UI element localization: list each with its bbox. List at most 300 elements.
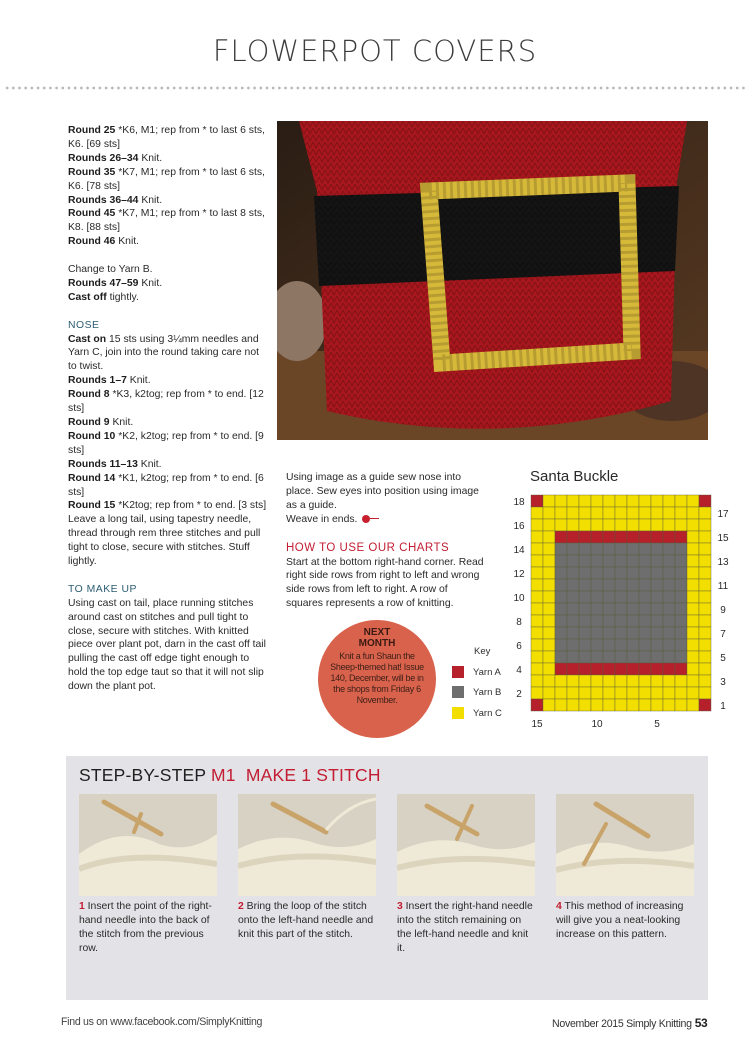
weave-text: Weave in ends. bbox=[286, 513, 486, 527]
chart-cell bbox=[663, 591, 675, 603]
chart-cell bbox=[699, 555, 711, 567]
chart-cell bbox=[663, 507, 675, 519]
chart-cell bbox=[543, 603, 555, 615]
chart-cell bbox=[603, 675, 615, 687]
chart-cell bbox=[567, 543, 579, 555]
step-4: 4 This method of increasing will give you a neat-looking increase on this pattern. bbox=[556, 794, 694, 942]
next-month-label: NEXT MONTH bbox=[358, 627, 396, 649]
chart-cell bbox=[591, 555, 603, 567]
chart-cell bbox=[651, 495, 663, 507]
chart-cell bbox=[651, 699, 663, 711]
chart-cell bbox=[567, 555, 579, 567]
chart-cell bbox=[615, 639, 627, 651]
chart-cell bbox=[579, 663, 591, 675]
chart-cell bbox=[699, 663, 711, 675]
chart-cell bbox=[579, 519, 591, 531]
chart-cell bbox=[543, 495, 555, 507]
chart-cell bbox=[615, 663, 627, 675]
chart-cell bbox=[627, 687, 639, 699]
chart-cell bbox=[651, 579, 663, 591]
rounds-36-44: Rounds 36–44 Knit. bbox=[68, 194, 163, 206]
chart-cell bbox=[603, 555, 615, 567]
chart-cell bbox=[567, 507, 579, 519]
chart-cell bbox=[591, 507, 603, 519]
chart-cell bbox=[543, 627, 555, 639]
chart-cell bbox=[663, 651, 675, 663]
chart-cell bbox=[567, 651, 579, 663]
chart-cell bbox=[615, 603, 627, 615]
chart-cell bbox=[603, 567, 615, 579]
chart-cell bbox=[567, 603, 579, 615]
chart-cell bbox=[675, 495, 687, 507]
chart-cell bbox=[543, 663, 555, 675]
rounds-47-59: Rounds 47–59 Knit. bbox=[68, 277, 163, 289]
cast-off: Cast off tightly. bbox=[68, 291, 139, 303]
chart-cell bbox=[579, 639, 591, 651]
chart-cell bbox=[567, 519, 579, 531]
chart-column-label: 15 bbox=[531, 719, 543, 728]
chart-cell bbox=[639, 495, 651, 507]
chart-cell bbox=[603, 591, 615, 603]
chart-cell bbox=[567, 699, 579, 711]
chart-row-label-left: 12 bbox=[513, 569, 525, 580]
chart-cell bbox=[639, 555, 651, 567]
chart-cell bbox=[615, 495, 627, 507]
chart-cell bbox=[687, 519, 699, 531]
chart-row-label-left: 6 bbox=[516, 641, 522, 652]
chart-cell bbox=[543, 675, 555, 687]
chart-cell bbox=[615, 567, 627, 579]
chart-cell bbox=[531, 603, 543, 615]
chart-cell bbox=[615, 615, 627, 627]
chart-cell bbox=[639, 615, 651, 627]
chart-column-label: 5 bbox=[654, 719, 660, 728]
chart-cell bbox=[615, 531, 627, 543]
nose-round-14: Round 14 *K1, k2tog; rep from * to end. [6 sts] bbox=[68, 472, 264, 498]
chart-cell bbox=[543, 639, 555, 651]
chart-cell bbox=[543, 591, 555, 603]
chart-cell bbox=[555, 543, 567, 555]
chart-cell bbox=[675, 579, 687, 591]
step-2: 2 Bring the loop of the stitch onto the left-hand needle and knit this part of the stitch. bbox=[238, 794, 376, 942]
chart-cell bbox=[639, 603, 651, 615]
chart-cell bbox=[615, 687, 627, 699]
chart-cell bbox=[675, 555, 687, 567]
chart-cell bbox=[591, 639, 603, 651]
chart-cell bbox=[603, 651, 615, 663]
chart-cell bbox=[687, 651, 699, 663]
step-1: 1 Insert the point of the right-hand needle into the back of the stitch from the previous row. bbox=[79, 794, 217, 956]
chart-cell bbox=[627, 579, 639, 591]
chart-row-label-right: 9 bbox=[720, 605, 726, 616]
chart-cell bbox=[651, 603, 663, 615]
chart-cell bbox=[663, 543, 675, 555]
chart-cell bbox=[591, 567, 603, 579]
chart-cell bbox=[663, 687, 675, 699]
chart-cell bbox=[651, 663, 663, 675]
chart-cell bbox=[591, 651, 603, 663]
chart-cell bbox=[627, 543, 639, 555]
chart-cell bbox=[591, 543, 603, 555]
chart-cell bbox=[699, 591, 711, 603]
chart-row-label-right: 17 bbox=[717, 509, 729, 520]
chart-cell bbox=[543, 699, 555, 711]
chart-cell bbox=[579, 675, 591, 687]
chart-cell bbox=[603, 531, 615, 543]
chart-cell bbox=[675, 627, 687, 639]
chart-cell bbox=[603, 627, 615, 639]
chart-cell bbox=[591, 603, 603, 615]
chart-cell bbox=[603, 687, 615, 699]
chart-cell bbox=[615, 543, 627, 555]
chart-cell bbox=[591, 495, 603, 507]
chart-cell bbox=[699, 603, 711, 615]
chart-cell bbox=[639, 651, 651, 663]
chart-cell bbox=[615, 699, 627, 711]
chart-cell bbox=[699, 651, 711, 663]
chart-cell bbox=[639, 519, 651, 531]
chart-cell bbox=[627, 519, 639, 531]
chart-row-label-right: 7 bbox=[720, 629, 726, 640]
chart-cell bbox=[591, 663, 603, 675]
chart-cell bbox=[591, 519, 603, 531]
chart-cell bbox=[639, 579, 651, 591]
chart-cell bbox=[699, 495, 711, 507]
chart-cell bbox=[687, 663, 699, 675]
chart-cell bbox=[663, 675, 675, 687]
chart-cell bbox=[675, 639, 687, 651]
chart-cell bbox=[627, 603, 639, 615]
chart-cell bbox=[615, 507, 627, 519]
chart-cell bbox=[543, 543, 555, 555]
chart-cell bbox=[651, 555, 663, 567]
chart-cell bbox=[663, 699, 675, 711]
chart-cell bbox=[627, 555, 639, 567]
chart-cell bbox=[663, 639, 675, 651]
chart-cell bbox=[627, 627, 639, 639]
chart-cell bbox=[591, 699, 603, 711]
chart-cell bbox=[603, 699, 615, 711]
chart-cell bbox=[699, 687, 711, 699]
chart-cell bbox=[567, 675, 579, 687]
make-up-heading: TO MAKE UP bbox=[68, 583, 137, 595]
chart-cell bbox=[531, 543, 543, 555]
chart-row-label-right: 3 bbox=[720, 677, 726, 688]
chart-cell bbox=[687, 639, 699, 651]
step-4-photo bbox=[556, 794, 694, 896]
chart-cell bbox=[567, 639, 579, 651]
chart-cell bbox=[615, 627, 627, 639]
chart-cell bbox=[591, 675, 603, 687]
chart-cell bbox=[651, 627, 663, 639]
chart-cell bbox=[687, 591, 699, 603]
chart-cell bbox=[687, 675, 699, 687]
chart-cell bbox=[699, 531, 711, 543]
santa-pot-cover-photo bbox=[277, 121, 708, 440]
round-25: Round 25 *K6, M1; rep from * to last 6 sts, K6. [69 sts] bbox=[68, 125, 265, 150]
chart-cell bbox=[687, 687, 699, 699]
chart-row-label-left: 8 bbox=[516, 617, 522, 628]
chart-cell bbox=[579, 495, 591, 507]
chart-cell bbox=[699, 699, 711, 711]
chart-cell bbox=[579, 507, 591, 519]
chart-cell bbox=[687, 543, 699, 555]
nose-round-15: Round 15 *K2tog; rep from * to end. [3 sts] bbox=[68, 500, 267, 512]
chart-cell bbox=[567, 663, 579, 675]
chart-cell bbox=[579, 591, 591, 603]
chart-cell bbox=[663, 555, 675, 567]
step-2-photo bbox=[238, 794, 376, 896]
chart-cell bbox=[651, 519, 663, 531]
chart-cell bbox=[699, 675, 711, 687]
chart-cell bbox=[555, 591, 567, 603]
dotted-divider bbox=[4, 86, 746, 90]
key-item-yarn-a: Yarn A bbox=[452, 666, 512, 680]
chart-row-label-right: 15 bbox=[717, 533, 729, 544]
chart-cell bbox=[699, 507, 711, 519]
nose-round-10: Round 10 *K2, k2tog; rep from * to end. [9 sts] bbox=[68, 430, 264, 456]
chart-cell bbox=[591, 687, 603, 699]
chart-cell bbox=[531, 627, 543, 639]
chart-cell bbox=[543, 507, 555, 519]
rounds-26-34: Rounds 26–34 Knit. bbox=[68, 152, 163, 164]
chart-cell bbox=[543, 555, 555, 567]
chart-cell bbox=[687, 579, 699, 591]
chart-cell bbox=[651, 687, 663, 699]
chart-cell bbox=[531, 615, 543, 627]
change-yarn: Change to Yarn B. bbox=[68, 264, 153, 276]
yarn-b-swatch bbox=[452, 686, 464, 698]
chart-cell bbox=[651, 531, 663, 543]
chart-cell bbox=[615, 579, 627, 591]
chart-cell bbox=[567, 579, 579, 591]
chart-cell bbox=[687, 567, 699, 579]
chart-cell bbox=[675, 687, 687, 699]
chart-row-label-left: 18 bbox=[513, 497, 525, 508]
chart-cell bbox=[639, 663, 651, 675]
chart-cell bbox=[555, 519, 567, 531]
chart-cell bbox=[531, 651, 543, 663]
chart-cell bbox=[543, 687, 555, 699]
key-title: Key bbox=[474, 646, 491, 657]
yarn-c-swatch bbox=[452, 707, 464, 719]
steps-title: STEP-BY-STEP M1 MAKE 1 STITCH bbox=[79, 765, 381, 785]
chart-cell bbox=[603, 663, 615, 675]
round-35: Round 35 *K7, M1; rep from * to last 6 sts, K6. [78 sts] bbox=[68, 166, 265, 192]
chart-cell bbox=[699, 627, 711, 639]
chart-cell bbox=[699, 639, 711, 651]
chart-cell bbox=[663, 495, 675, 507]
chart-cell bbox=[579, 567, 591, 579]
chart-cell bbox=[579, 651, 591, 663]
chart-cell bbox=[675, 699, 687, 711]
chart-cell bbox=[699, 579, 711, 591]
nose-finish: Leave a long tail, using tapestry needle, thread through rem three stitches and pull tight to close, secure with stitches. Stuff lightly. bbox=[68, 514, 261, 568]
chart-cell bbox=[627, 699, 639, 711]
nose-rounds-1-7: Rounds 1–7 Knit. bbox=[68, 375, 151, 387]
chart-cell bbox=[603, 495, 615, 507]
guide-text: Using image as a guide sew nose into place. Sew eyes into position using image as a guide. bbox=[286, 472, 479, 511]
chart-cell bbox=[555, 639, 567, 651]
chart-row-label-left: 16 bbox=[513, 521, 525, 532]
chart-cell bbox=[675, 591, 687, 603]
key-item-yarn-b: Yarn B bbox=[452, 686, 512, 700]
chart-cell bbox=[699, 615, 711, 627]
chart-cell bbox=[531, 495, 543, 507]
chart-cell bbox=[675, 663, 687, 675]
chart-cell bbox=[615, 519, 627, 531]
chart-cell bbox=[555, 603, 567, 615]
chart-cell bbox=[603, 603, 615, 615]
santa-buckle-chart bbox=[500, 488, 730, 728]
chart-cell bbox=[639, 507, 651, 519]
chart-cell bbox=[627, 615, 639, 627]
chart-cell bbox=[591, 615, 603, 627]
chart-cell bbox=[627, 675, 639, 687]
next-month-text: Knit a fun Shaun the Sheep-themed hat! Issue 140, December, will be in the shops from Friday 6 November. bbox=[330, 651, 424, 705]
chart-cell bbox=[687, 603, 699, 615]
chart-cell bbox=[603, 639, 615, 651]
chart-cell bbox=[639, 543, 651, 555]
chart-cell bbox=[663, 615, 675, 627]
page-number: 53 bbox=[694, 1016, 708, 1030]
chart-cell bbox=[603, 507, 615, 519]
chart-cell bbox=[567, 567, 579, 579]
footer-facebook: Find us on www.facebook.com/SimplyKnitting bbox=[61, 1016, 263, 1028]
chart-cell bbox=[675, 531, 687, 543]
chart-cell bbox=[615, 591, 627, 603]
chart-cell bbox=[627, 531, 639, 543]
chart-cell bbox=[531, 663, 543, 675]
chart-cell bbox=[675, 675, 687, 687]
chart-cell bbox=[651, 567, 663, 579]
chart-cell bbox=[687, 615, 699, 627]
chart-cell bbox=[531, 639, 543, 651]
footer-issue: November 2015 Simply Knitting 53 bbox=[552, 1016, 708, 1030]
chart-cell bbox=[543, 615, 555, 627]
chart-cell bbox=[543, 531, 555, 543]
chart-cell bbox=[687, 555, 699, 567]
how-to-heading: HOW TO USE OUR CHARTS bbox=[286, 541, 450, 554]
chart-cell bbox=[579, 687, 591, 699]
chart-row-label-right: 1 bbox=[720, 701, 726, 712]
yarn-a-swatch bbox=[452, 666, 464, 678]
chart-cell bbox=[567, 627, 579, 639]
chart-cell bbox=[663, 627, 675, 639]
chart-row-label-left: 4 bbox=[516, 665, 522, 676]
chart-cell bbox=[567, 531, 579, 543]
chart-cell bbox=[663, 519, 675, 531]
chart-cell bbox=[579, 615, 591, 627]
chart-cell bbox=[603, 519, 615, 531]
chart-cell bbox=[567, 615, 579, 627]
chart-cell bbox=[555, 615, 567, 627]
chart-cell bbox=[531, 531, 543, 543]
chart-cell bbox=[627, 663, 639, 675]
chart-cell bbox=[663, 603, 675, 615]
chart-cell bbox=[555, 627, 567, 639]
chart-cell bbox=[687, 531, 699, 543]
chart-cell bbox=[555, 567, 567, 579]
page-title: FLOWERPOT COVERS bbox=[212, 34, 538, 68]
chart-cell bbox=[543, 651, 555, 663]
chart-cell bbox=[663, 579, 675, 591]
chart-cell bbox=[627, 507, 639, 519]
chart-cell bbox=[639, 699, 651, 711]
chart-cell bbox=[531, 579, 543, 591]
chart-cell bbox=[627, 495, 639, 507]
chart-cell bbox=[591, 591, 603, 603]
nose-heading: NOSE bbox=[68, 319, 100, 331]
chart-cell bbox=[651, 651, 663, 663]
key-item-yarn-c: Yarn C bbox=[452, 707, 512, 721]
chart-cell bbox=[531, 567, 543, 579]
next-month-badge bbox=[318, 620, 436, 738]
chart-cell bbox=[651, 675, 663, 687]
round-46: Round 46 Knit. bbox=[68, 236, 140, 248]
chart-cell bbox=[531, 687, 543, 699]
how-to-text: Start at the bottom right-hand corner. Read right side rows from right to left and wrong side rows from left to right. A row of squares represents a row of knitting. bbox=[286, 556, 484, 610]
chart-cell bbox=[531, 507, 543, 519]
end-line-icon bbox=[370, 518, 379, 519]
chart-cell bbox=[675, 519, 687, 531]
chart-cell bbox=[579, 699, 591, 711]
step-3: 3 Insert the right-hand needle into the stitch remaining on the left-hand needle and knit it. bbox=[397, 794, 535, 956]
chart-cell bbox=[531, 699, 543, 711]
round-45: Round 45 *K7, M1; rep from * to last 8 sts, K8. [88 sts] bbox=[68, 208, 265, 234]
chart-cell bbox=[699, 519, 711, 531]
chart-cell bbox=[651, 615, 663, 627]
chart-cell bbox=[687, 507, 699, 519]
step-1-photo bbox=[79, 794, 217, 896]
chart-cell bbox=[531, 519, 543, 531]
chart-cell bbox=[627, 591, 639, 603]
nose-round-9: Round 9 Knit. bbox=[68, 417, 134, 428]
chart-row-label-left: 10 bbox=[513, 593, 525, 604]
chart-row-label-right: 5 bbox=[720, 653, 726, 664]
chart-cell bbox=[579, 627, 591, 639]
chart-cell bbox=[639, 531, 651, 543]
chart-cell bbox=[579, 555, 591, 567]
chart-cell bbox=[639, 591, 651, 603]
chart-cell bbox=[651, 639, 663, 651]
chart-cell bbox=[627, 639, 639, 651]
chart-cell bbox=[699, 543, 711, 555]
chart-cell bbox=[675, 543, 687, 555]
chart-cell bbox=[627, 651, 639, 663]
nose-rounds-11-13: Rounds 11–13 Knit. bbox=[68, 458, 162, 470]
chart-cell bbox=[555, 495, 567, 507]
chart-cell bbox=[639, 567, 651, 579]
chart-cell bbox=[675, 615, 687, 627]
chart-row-label-right: 11 bbox=[717, 581, 729, 592]
chart-cell bbox=[663, 567, 675, 579]
chart-cell bbox=[603, 579, 615, 591]
chart-cell bbox=[543, 567, 555, 579]
chart-cell bbox=[555, 675, 567, 687]
chart-cell bbox=[651, 507, 663, 519]
chart-cell bbox=[627, 567, 639, 579]
chart-cell bbox=[579, 543, 591, 555]
chart-cell bbox=[675, 567, 687, 579]
chart-cell bbox=[687, 627, 699, 639]
middle-column bbox=[286, 471, 486, 611]
chart-cell bbox=[555, 531, 567, 543]
chart-cell bbox=[567, 591, 579, 603]
chart-cell bbox=[543, 519, 555, 531]
chart-cell bbox=[567, 495, 579, 507]
chart-cell bbox=[567, 687, 579, 699]
